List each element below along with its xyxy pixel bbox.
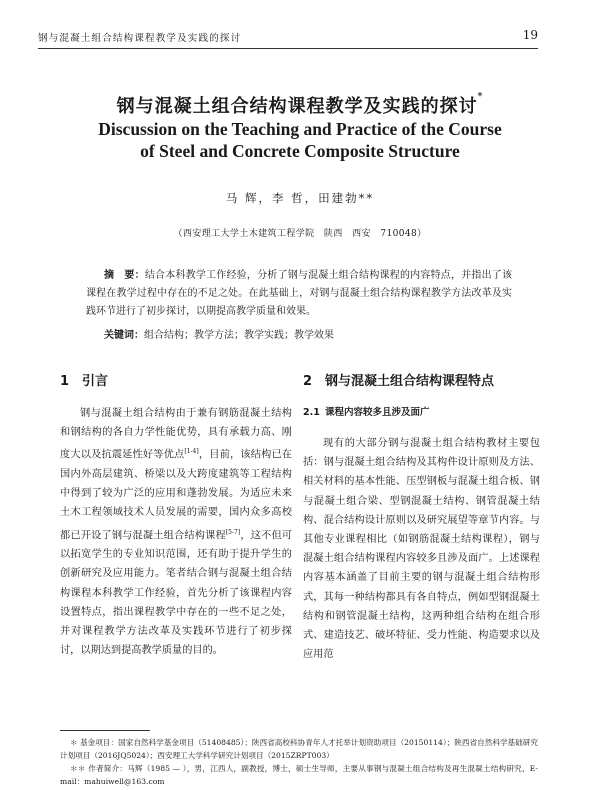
section-2-paragraph: 现有的大部分钢与混凝土组合结构教材主要包括：钢与混凝土组合结构及其构件设计原则及方法、相关材料的基本性能、压型钢板与混凝土组合板、钢与混凝土组合梁、型钢混凝土结构、钢管混凝土结构、混合结构设计原则以及研究展望等章节内容。与其他专业课程相比（如钢筋混凝土结构课程），钢与混凝土组合结构课程内容较多且涉及面广。上述课程内容基本涵盖了目前主要的钢与混凝土组合结构形式，其每一种结构都具有各自特点，例如型钢混凝土结构和钢管混凝土结构，这两种组合结构在组合形式、建造技艺、破坏特征、受力性能、构造要求以及应用范 — [303, 438, 540, 661]
section-1-text-b: ，目前，该结构已在国内外高层建筑、桥梁以及大跨度建筑等工程结构中得到了较为广泛的应用和蓬勃发展。为适应未来土木工程领域技术人员发展的需要，国内众多高校都已开设了钢与混凝土组合结构课程 — [60, 449, 292, 541]
section-1-text-c: ，这不但可以拓宽学生的专业知识范围，还有助于提升学生的创新研究及应用能力。笔者结合钢与混凝土组合结构课程本科教学工作经验，首先分析了该课程内容设置特点，指出课程教学中存在的一些不足之处，并对课程教学方法改革及实践环节进行了初步探讨，以期达到提高教学质量的目的。 — [60, 530, 293, 657]
section-2-heading — [303, 370, 540, 390]
title-chinese-text: 钢与混凝土组合结构课程教学及实践的探讨 — [116, 96, 478, 117]
keywords-label: 关键词： — [104, 330, 144, 341]
left-column — [60, 370, 292, 660]
title-footnote-mark: * — [477, 92, 484, 102]
header-rule — [38, 48, 538, 49]
running-head-title: 钢与混凝土组合结构课程教学及实践的探讨 — [38, 33, 242, 44]
footnote-author: ＊＊ 作者简介：马辉（1985 — ），男，江西人，副教授，博士，硕士生导师，主要从事钢与混凝土组合结构及再生混凝土结构研究，E-mail：mahuiwell@163.com — [60, 764, 538, 786]
abstract — [86, 267, 512, 321]
authors: 马 辉，李 哲，田建勃** — [225, 191, 375, 205]
section-2-title: 钢与混凝土组合结构课程特点 — [325, 374, 495, 389]
page-number: 19 — [522, 28, 538, 42]
right-column — [303, 370, 540, 664]
citation-1: [1-4] — [184, 448, 199, 456]
footnotes — [60, 736, 538, 788]
abstract-label: 摘 要： — [104, 270, 145, 281]
section-1-paragraph — [60, 404, 292, 660]
running-head — [38, 30, 538, 46]
title-english-line1: Discussion on the Teaching and Practice of the Course — [98, 119, 502, 139]
affiliation: （西安理工大学土木建筑工程学院 陕西 西安 710048） — [173, 229, 427, 239]
section-1-number: 1 — [60, 374, 70, 389]
section-2-number: 2 — [303, 374, 313, 389]
subsection-2-1-heading — [303, 404, 540, 418]
keywords-text: 组合结构；教学方法；教学实践；教学效果 — [144, 330, 334, 341]
abstract-text: 结合本科教学工作经验，分析了钢与混凝土组合结构课程的内容特点，并指出了该课程在教学过程中存在的不足之处。在此基础上，对钢与混凝土组合结构课程教学方法改革及实践环节进行了初步探讨，以期提高教学质量和效果。 — [86, 270, 513, 317]
section-1-title: 引言 — [82, 374, 109, 389]
title-english-line2: of Steel and Concrete Composite Structure — [140, 141, 460, 161]
subsection-2-1-number: 2.1 — [303, 407, 320, 418]
section-1-heading — [60, 370, 292, 390]
subsection-2-1-title: 课程内容较多且涉及面广 — [325, 407, 430, 418]
section-1-text-a: 钢与混凝土组合结构由于兼有钢筋混凝土结构和钢结构的各自力学性能优势，具有承载力高、刚度大以及抗震延性好等优点 — [60, 408, 292, 461]
keywords — [104, 328, 512, 344]
footnote-rule — [60, 730, 150, 731]
title-english — [70, 118, 530, 162]
title-chinese — [0, 92, 600, 118]
footnote-fund: ＊ 基金项目：国家自然科学基金项目（51408485）；陕西省高校科协青年人才托举计划资助项目（20150114）；陕西省自然科学基础研究计划项目（2016JQ5024）；西安理工大学科学研究计划项目（2015ZRPT003） — [60, 738, 538, 760]
citation-2: [5-7] — [225, 528, 241, 536]
